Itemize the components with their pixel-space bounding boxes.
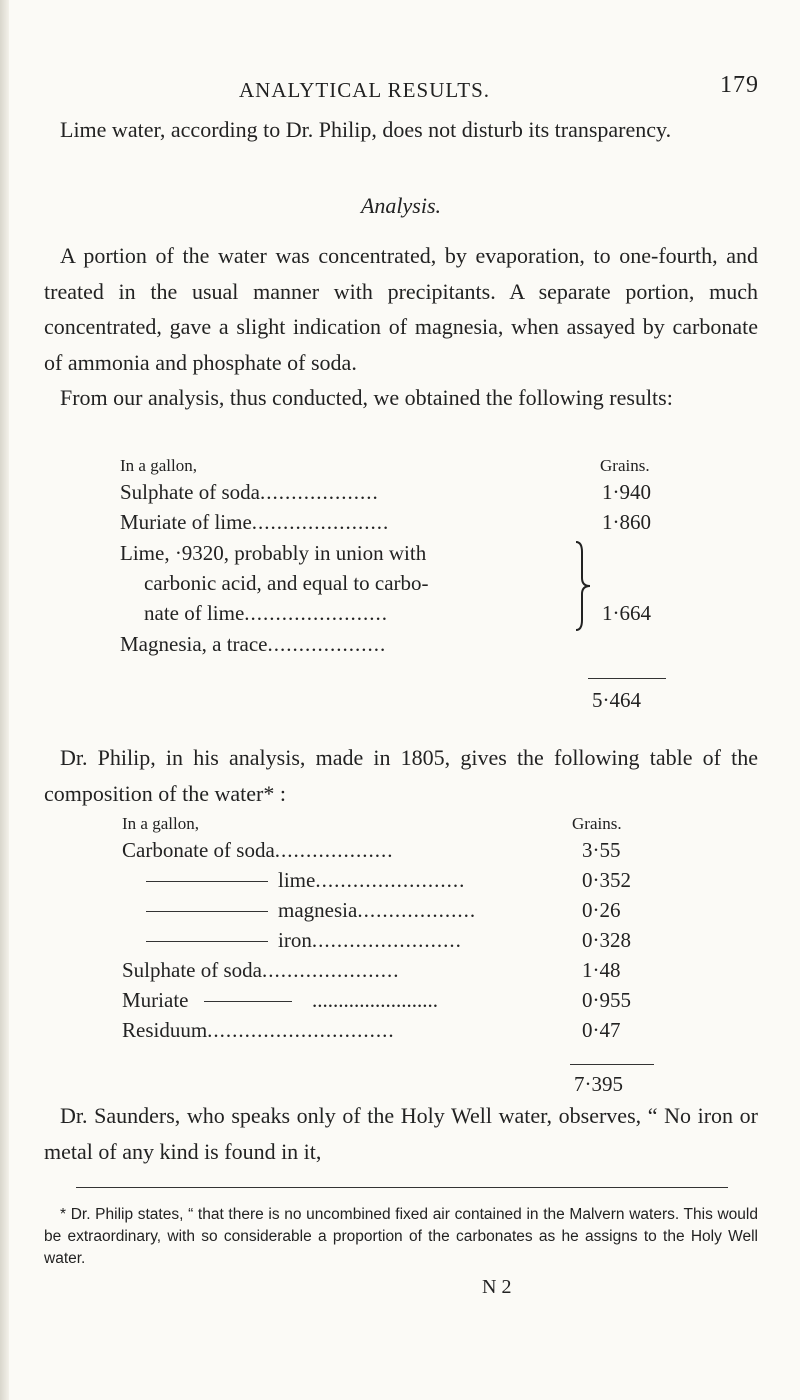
row-label: Residuum <box>122 1018 208 1042</box>
row-value: 0·47 <box>582 1018 621 1042</box>
ditto-rule <box>204 1001 292 1002</box>
row-label: Muriate <box>122 988 189 1012</box>
page-number: 179 <box>720 72 759 98</box>
row-leader: ...................... <box>251 510 390 534</box>
table-row <box>278 868 465 896</box>
table-row <box>122 1018 395 1046</box>
row-leader: ................... <box>357 898 477 922</box>
footnote-rule <box>76 1187 728 1188</box>
signature-mark: N 2 <box>482 1276 512 1298</box>
analysis-heading: Analysis. <box>360 193 442 218</box>
row-leader: ................... <box>274 838 394 862</box>
row-leader: ........................ <box>315 868 466 892</box>
philip-paragraph: Dr. Philip, in his analysis, made in 1805, gives the following table of the composition of the water* : <box>44 745 758 806</box>
row-label: Lime, ·9320, probably in union with <box>120 541 427 565</box>
page-edge <box>0 0 9 1400</box>
row-label: iron <box>278 928 312 952</box>
row-leader: ........................ <box>312 988 438 1012</box>
row-value: 0·328 <box>582 928 631 952</box>
table-col-left: In a gallon, <box>122 814 199 833</box>
table-row <box>120 541 426 569</box>
ditto-rule <box>146 911 268 912</box>
row-label: Muriate of lime <box>120 510 252 534</box>
table-col-left: In a gallon, <box>120 456 197 475</box>
row-label: Sulphate of soda <box>122 958 262 982</box>
table-col-right: Grains. <box>572 814 622 833</box>
row-label: Magnesia, a trace <box>120 632 268 656</box>
row-value: 3·55 <box>582 838 621 862</box>
row-leader: ...................... <box>261 958 400 982</box>
table-row <box>120 632 386 660</box>
results-table <box>120 456 670 786</box>
row-value: 1·860 <box>602 510 651 534</box>
row-value: 0·352 <box>582 868 631 892</box>
intro-paragraph: Lime water, according to Dr. Philip, does not disturb its transparency. <box>60 117 672 142</box>
table-row <box>144 601 388 629</box>
ditto-rule <box>146 941 268 942</box>
footnote: * Dr. Philip states, “ that there is no uncombined fixed air contained in the Malvern waters. This would be extraordinary, with so considerable a proportion of the carbonates as he assigns to the Holy Well water. <box>44 1206 758 1267</box>
row-label: nate of lime <box>144 601 245 625</box>
row-leader: ....................... <box>244 601 389 625</box>
table-row <box>144 571 429 599</box>
table-row <box>122 958 399 986</box>
row-value: 1·940 <box>602 480 651 504</box>
row-value: 1·664 <box>602 601 651 625</box>
philip-table <box>122 814 672 1134</box>
row-value: 0·26 <box>582 898 621 922</box>
sum-rule <box>588 678 666 679</box>
row-value: 0·955 <box>582 988 631 1012</box>
row-label: Carbonate of soda <box>122 838 275 862</box>
results-paragraph: From our analysis, thus conducted, we obtained the following results: <box>60 385 673 410</box>
ditto-rule <box>146 881 268 882</box>
row-label: magnesia <box>278 898 358 922</box>
row-leader: ................... <box>267 632 387 656</box>
row-value: 1·48 <box>582 958 621 982</box>
row-leader: ........................ <box>311 928 462 952</box>
running-title: ANALYTICAL RESULTS. <box>239 78 491 102</box>
sum-rule <box>570 1064 654 1065</box>
table-row <box>122 838 394 866</box>
row-label: carbonic acid, and equal to carbo- <box>144 571 429 595</box>
saunders-paragraph: Dr. Saunders, who speaks only of the Holy Well water, observes, “ No iron or metal of any kind is found in it, <box>44 1103 758 1164</box>
row-leader: .............................. <box>207 1018 395 1042</box>
table-col-right: Grains. <box>600 456 650 475</box>
row-leader: ................... <box>259 480 379 504</box>
row-label: Sulphate of soda <box>120 480 260 504</box>
table-row <box>120 480 379 508</box>
row-label: lime <box>278 868 316 892</box>
concentration-paragraph: A portion of the water was concentrated, by evaporation, to one-fourth, and treated in the usual manner with precipitants. A separate portion, much concentrated, gave a slight indication of magnesia, when assayed by carbonate of ammonia and phosphate of soda. <box>44 243 758 375</box>
table-total: 7·395 <box>574 1072 623 1096</box>
brace-icon <box>572 540 596 632</box>
table-total: 5·464 <box>592 688 641 712</box>
table-row <box>122 988 188 1016</box>
table-row <box>278 898 476 926</box>
table-row <box>278 928 462 956</box>
table-row <box>120 510 389 538</box>
